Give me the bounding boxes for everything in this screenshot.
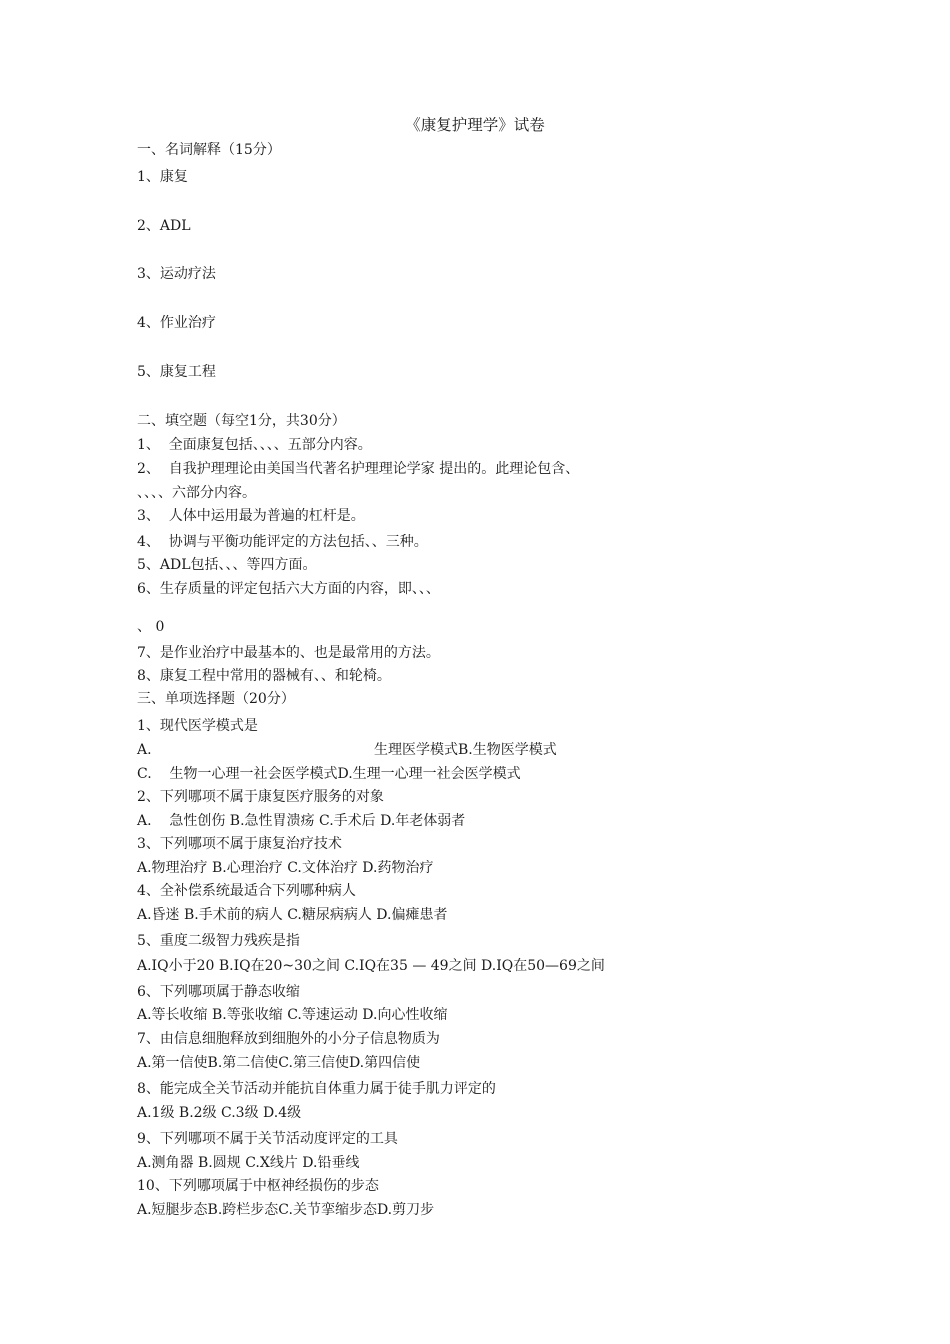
definition-item: 2、ADL — [137, 218, 191, 234]
fill-blank-line: 、、、、六部分内容。 — [137, 485, 256, 501]
question-stem: 5、重度二级智力残疾是指 — [137, 933, 300, 949]
section-heading-fill-blank: 二、填空题（每空1分，共30分） — [137, 413, 346, 429]
option-line: 生理医学模式B.生物医学模式 — [374, 742, 557, 758]
fill-blank-line: 2、 自我护理理论由美国当代著名护理理论学家 提出的。此理论包含、 — [137, 461, 580, 477]
section-heading-single-choice: 三、单项选择题（20分） — [137, 691, 295, 707]
fill-blank-line: 3、 人体中运用最为普遍的杠杆是。 — [137, 508, 365, 524]
definition-item: 1、康复 — [137, 169, 188, 185]
question-stem: 3、下列哪项不属于康复治疗技术 — [137, 836, 342, 852]
fill-blank-line: 、 0 — [137, 619, 165, 635]
fill-blank-line: 8、康复工程中常用的器械有、、和轮椅。 — [137, 668, 391, 684]
option-line: A.昏迷 B.手术前的病人 C.糖尿病病人 D.偏瘫患者 — [137, 907, 448, 923]
question-stem: 7、由信息细胞释放到细胞外的小分子信息物质为 — [137, 1031, 440, 1047]
option-line: A. 急性创伤 B.急性胃溃疡 C.手术后 D.年老体弱者 — [137, 813, 466, 829]
option-line: A.等长收缩 B.等张收缩 C.等速运动 D.向心性收缩 — [137, 1007, 448, 1023]
option-line: A.IQ小于20 B.IQ在20~30之间 C.IQ在35 — 49之间 D.IQ在50—69之间 — [137, 958, 605, 974]
question-stem: 10、下列哪项属于中枢神经损伤的步态 — [137, 1178, 379, 1194]
option-line: A.1级 B.2级 C.3级 D.4级 — [137, 1105, 302, 1121]
question-stem: 4、全补偿系统最适合下列哪种病人 — [137, 883, 356, 899]
definition-item: 3、运动疗法 — [137, 266, 216, 282]
option-a-label: A. — [137, 742, 152, 758]
question-stem: 6、下列哪项属于静态收缩 — [137, 984, 300, 1000]
question-stem: 8、能完成全关节活动并能抗自体重力属于徒手肌力评定的 — [137, 1081, 496, 1097]
option-line: A.物理治疗 B.心理治疗 C.文体治疗 D.药物治疗 — [137, 860, 434, 876]
fill-blank-line: 5、ADL包括、、、等四方面。 — [137, 557, 317, 573]
question-stem: 9、下列哪项不属于关节活动度评定的工具 — [137, 1131, 398, 1147]
option-line: A.测角器 B.圆规 C.X线片 D.铅垂线 — [137, 1155, 360, 1171]
fill-blank-line: 6、生存质量的评定包括六大方面的内容，即、、、 — [137, 581, 440, 597]
question-stem: 2、下列哪项不属于康复医疗服务的对象 — [137, 789, 384, 805]
fill-blank-line: 7、是作业治疗中最基本的、也是最常用的方法。 — [137, 645, 440, 661]
fill-blank-line: 1、 全面康复包括、、、、五部分内容。 — [137, 437, 372, 453]
option-line: C. 生物一心理一社会医学模式D.生理一心理一社会医学模式 — [137, 766, 521, 782]
question-stem: 1、现代医学模式是 — [137, 718, 258, 734]
definition-item: 4、作业治疗 — [137, 315, 216, 331]
option-line: A.第一信使B.第二信使C.第三信使D.第四信使 — [137, 1055, 421, 1071]
exam-title: 《康复护理学》试卷 — [405, 116, 545, 134]
section-heading-definitions: 一、名词解释（15分） — [137, 142, 281, 158]
option-line: A.短腿步态B.跨栏步态C.关节挛缩步态D.剪刀步 — [137, 1202, 435, 1218]
definition-item: 5、康复工程 — [137, 364, 216, 380]
fill-blank-line: 4、 协调与平衡功能评定的方法包括、、三种。 — [137, 534, 428, 550]
